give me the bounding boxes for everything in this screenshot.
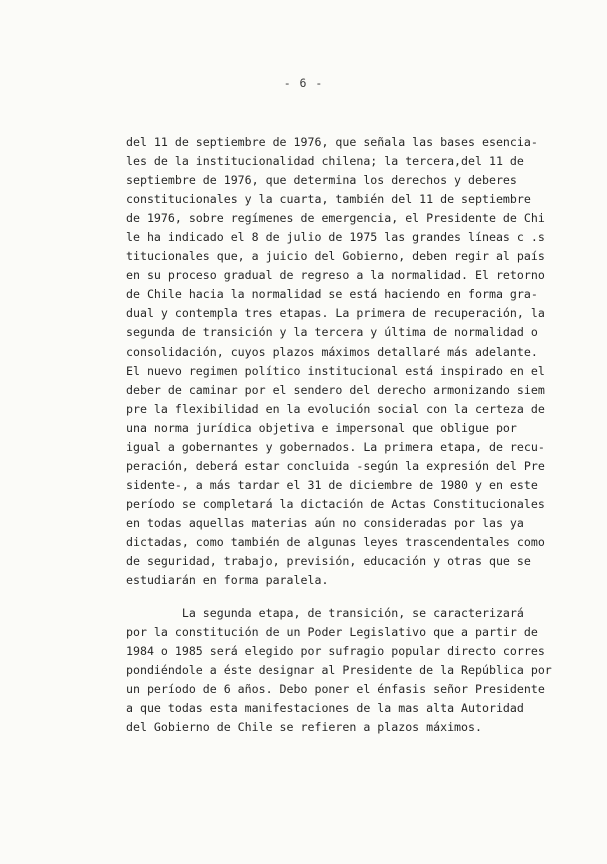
text-line: titucionales que, a juicio del Gobierno, deben regir al país bbox=[126, 249, 545, 264]
text-line: peración, deberá estar concluida -según la expresión del Pre bbox=[126, 458, 545, 473]
text-line: período se completará la dictación de Actas Constitucionales bbox=[126, 496, 545, 511]
text-line: sidente-, a más tardar el 31 de diciembre de 1980 y en este bbox=[126, 477, 538, 492]
text-line: igual a gobernantes y gobernados. La primera etapa, de recu- bbox=[126, 439, 545, 454]
text-line: La segunda etapa, de transición, se caracterizará bbox=[126, 606, 524, 621]
text-line: septiembre de 1976, que determina los derechos y deberes bbox=[126, 173, 517, 188]
text-line: les de la institucionalidad chilena; la tercera,del 11 de bbox=[126, 154, 524, 169]
text-line: en su proceso gradual de regreso a la normalidad. El retorno bbox=[126, 268, 545, 283]
paragraph-gap bbox=[126, 590, 536, 604]
text-line: le ha indicado el 8 de julio de 1975 las grandes líneas c .s bbox=[126, 230, 545, 245]
text-line: pre la flexibilidad en la evolución social con la certeza de bbox=[126, 401, 545, 416]
text-line: pondiéndole a éste designar al Presidente de la República por bbox=[126, 663, 552, 678]
body-text bbox=[126, 133, 552, 737]
text-line: El nuevo regimen político institucional está inspirado en el bbox=[126, 363, 545, 378]
text-line: del Gobierno de Chile se refieren a plazos máximos. bbox=[126, 720, 482, 735]
text-line: de Chile hacia la normalidad se está haciendo en forma gra- bbox=[126, 287, 538, 302]
text-line: consolidación, cuyos plazos máximos detallaré más adelante. bbox=[126, 344, 538, 359]
text-line: en todas aquellas materias aún no consideradas por las ya bbox=[126, 515, 524, 530]
paragraph-1 bbox=[126, 133, 545, 590]
page-number: - 6 - bbox=[283, 76, 324, 90]
text-line: un período de 6 años. Debo poner el énfasis señor Presidente bbox=[126, 682, 545, 697]
text-line: de 1976, sobre regímenes de emergencia, el Presidente de Chi bbox=[126, 211, 545, 226]
text-line: 1984 o 1985 será elegido por sufragio popular directo corres bbox=[126, 644, 545, 659]
text-line: a que todas esta manifestaciones de la mas alta Autoridad bbox=[126, 701, 524, 716]
text-line: estudiarán en forma paralela. bbox=[126, 573, 329, 588]
text-line: una norma jurídica objetiva e impersonal que obligue por bbox=[126, 420, 517, 435]
text-line: de seguridad, trabajo, previsión, educación y otras que se bbox=[126, 554, 531, 569]
text-line: deber de caminar por el sendero del derecho armonizando siem bbox=[126, 382, 545, 397]
paragraph-2 bbox=[126, 604, 552, 737]
text-line: constitucionales y la cuarta, también del 11 de septiembre bbox=[126, 192, 531, 207]
text-line: dictadas, como también de algunas leyes trascendentales como bbox=[126, 534, 545, 549]
text-line: dual y contempla tres etapas. La primera de recuperación, la bbox=[126, 306, 545, 321]
text-line: segunda de transición y la tercera y última de normalidad o bbox=[126, 325, 538, 340]
text-line: por la constitución de un Poder Legislativo que a partir de bbox=[126, 625, 538, 640]
text-line: del 11 de septiembre de 1976, que señala las bases esencia- bbox=[126, 135, 538, 149]
